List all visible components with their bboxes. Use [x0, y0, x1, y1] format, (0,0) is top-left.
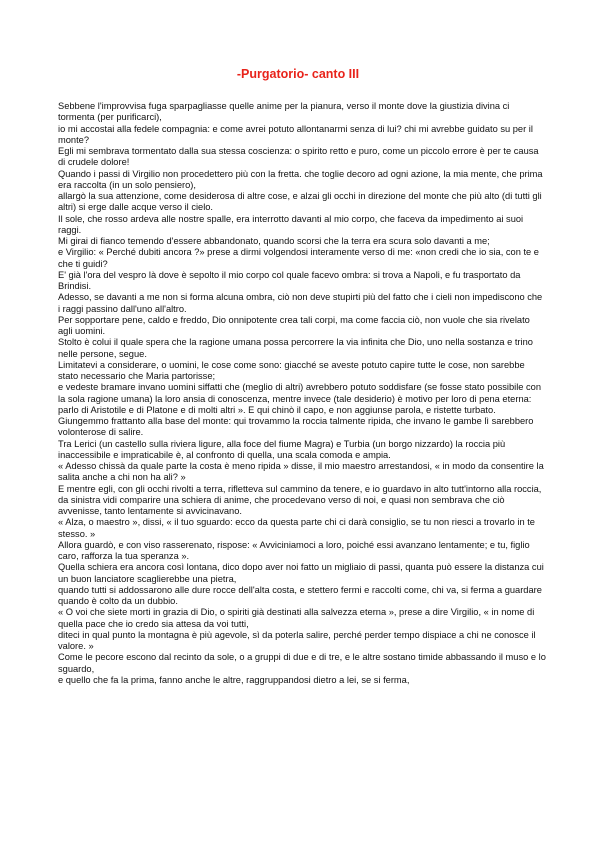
paragraph: Il sole, che rosso ardeva alle nostre spalle, era interrotto davanti al mio corpo, che faceva da impedimento ai suoi raggi. — [58, 213, 524, 235]
paragraph: « O voi che siete morti in grazia di Dio, o spiriti già destinati alla salvezza eterna », prese a dire Virgilio, « in nome di quella pace che io credo sia attesa da voi tutti, — [58, 607, 535, 629]
paragraph: « Alza, o maestro », dissi, « il tuo sguardo: ecco da questa parte chi ci darà consiglio, se tu non riesci a trovarlo in te stesso. » — [58, 517, 535, 539]
paragraph: e vedeste bramare invano uomini siffatti che (meglio di altri) avrebbero potuto soddisfare (se fosse stato possibile con la sola ragione umana) la loro ansia di conoscenza, mentre invece (tale desiderio) è motivo per loro di pena eterna: — [58, 382, 542, 404]
paragraph: parlo di Aristotile e di Platone e di molti altri ». E qui chinò il capo, e non aggiunse parola, e ristette turbato. Giungemmo frattanto alla base del monte: qui trovammo la roccia talmente ripida, che invano le gambe lì sarebbero volonterose di salire. — [58, 404, 534, 438]
paragraph: e quello che fa la prima, fanno anche le altre, raggruppandosi dietro a lei, se si ferma, — [58, 674, 410, 685]
paragraph: Adesso, se davanti a me non si forma alcuna ombra, ciò non deve stupirti più del fatto che i cieli non impediscono che i raggi passino dall'uno all'altro. — [58, 292, 543, 314]
paragraph: Quando i passi di Virgilio non procedettero più con la fretta. che toglie decoro ad ogni azione, la mia mente, che prima era raccolta (in un solo pensiero), — [58, 168, 543, 190]
paragraph: diteci in qual punto la montagna è più agevole, sì da poterla salire, perché perder tempo dispiace a chi ne conosce il valore. » — [58, 629, 536, 651]
paragraph: Per sopportare pene, caldo e freddo, Dio onnipotente crea tali corpi, ma come faccia ciò, non vuole che sia rivelato agli uomini. — [58, 314, 530, 336]
paragraph: Tra Lerici (un castello sulla riviera ligure, alla foce del fiume Magra) e Turbia (un borgo nizzardo) la roccia più inaccessibile e impraticabile è, al confronto di quella, una scala comoda e ampia. — [58, 438, 506, 460]
paragraph: io mi accostai alla fedele compagnia: e come avrei potuto allontanarmi senza di lui? chi mi avrebbe guidato su per il monte? — [58, 123, 533, 145]
paragraph: allargò la sua attenzione, come desiderosa di altre cose, e alzai gli occhi in direzione del monte che più alto (di tutti gli altri) si erge dalle acque verso il cielo. — [58, 191, 542, 213]
paragraph: Sebbene l'improvvisa fuga sparpagliasse quelle anime per la pianura, verso il monte dove la giustizia divina ci tormenta (per purificarci), — [58, 101, 510, 123]
paragraph: E mentre egli, con gli occhi rivolti a terra, rifletteva sul cammino da tenere, e io guardavo in alto tutt'intorno alla roccia, — [58, 483, 542, 494]
paragraph: quando tutti si addossarono alle dure rocce dell'alta costa, e stettero fermi e raccolti come, chi va, si ferma a guardare quando è colto da un dubbio. — [58, 584, 542, 606]
document-body — [58, 101, 546, 686]
paragraph: Mi girai di fianco temendo d'essere abbandonato, quando scorsi che la terra era scura solo davanti a me; — [58, 236, 490, 246]
paragraph: E' già l'ora del vespro là dove è sepolto il mio corpo col quale facevo ombra: si trova a Napoli, e fu trasportato da Brindisi. — [58, 269, 521, 291]
paragraph: Limitatevi a considerare, o uomini, le cose come sono: giacché se aveste potuto capire tutte le cose, non sarebbe stato necessario che Maria partorisse; — [58, 359, 525, 381]
page-title: -Purgatorio- canto III — [236, 67, 360, 81]
paragraph: « Adesso chissà da quale parte la costa è meno ripida » disse, il mio maestro arrestandosi, « in modo da consentire la salita anche a chi non ha ali? » — [58, 461, 544, 483]
paragraph: Allora guardò, e con viso rasserenato, rispose: « Avviciniamoci a loro, poiché essi avanzano lentamente; e tu, figlio caro, rafforza la tua speranza ». — [58, 539, 530, 561]
paragraph: Quella schiera era ancora così lontana, dico dopo aver noi fatto un migliaio di passi, quanta può essere la distanza cui un buon lanciatore scaglierebbe una pietra, — [58, 562, 544, 584]
paragraph: Egli mi sembrava tormentato dalla sua stessa coscienza: o spirito retto e puro, come un piccolo errore è per te causa di crudele dolore! — [58, 146, 539, 168]
paragraph: da sinistra vidi comparire una schiera di anime, che procedevano verso di noi, e quasi non sembrava che ciò avvenisse, tanto lentamente si avvicinavano. — [58, 494, 505, 516]
paragraph: e Virgilio: « Perché dubiti ancora ?» prese a dirmi volgendosi interamente verso di me: «non credi che io sia, con te e che ti guidi? — [58, 247, 539, 269]
paragraph: Stolto è colui il quale spera che la ragione umana possa percorrere la via infinita che Dio, uno nella sostanza e trino nelle persone, segue. — [58, 337, 533, 359]
paragraph: Come le pecore escono dal recinto da sole, o a gruppi di due e di tre, e le altre sostano timide abbassando il muso e lo sguardo, — [58, 652, 546, 674]
